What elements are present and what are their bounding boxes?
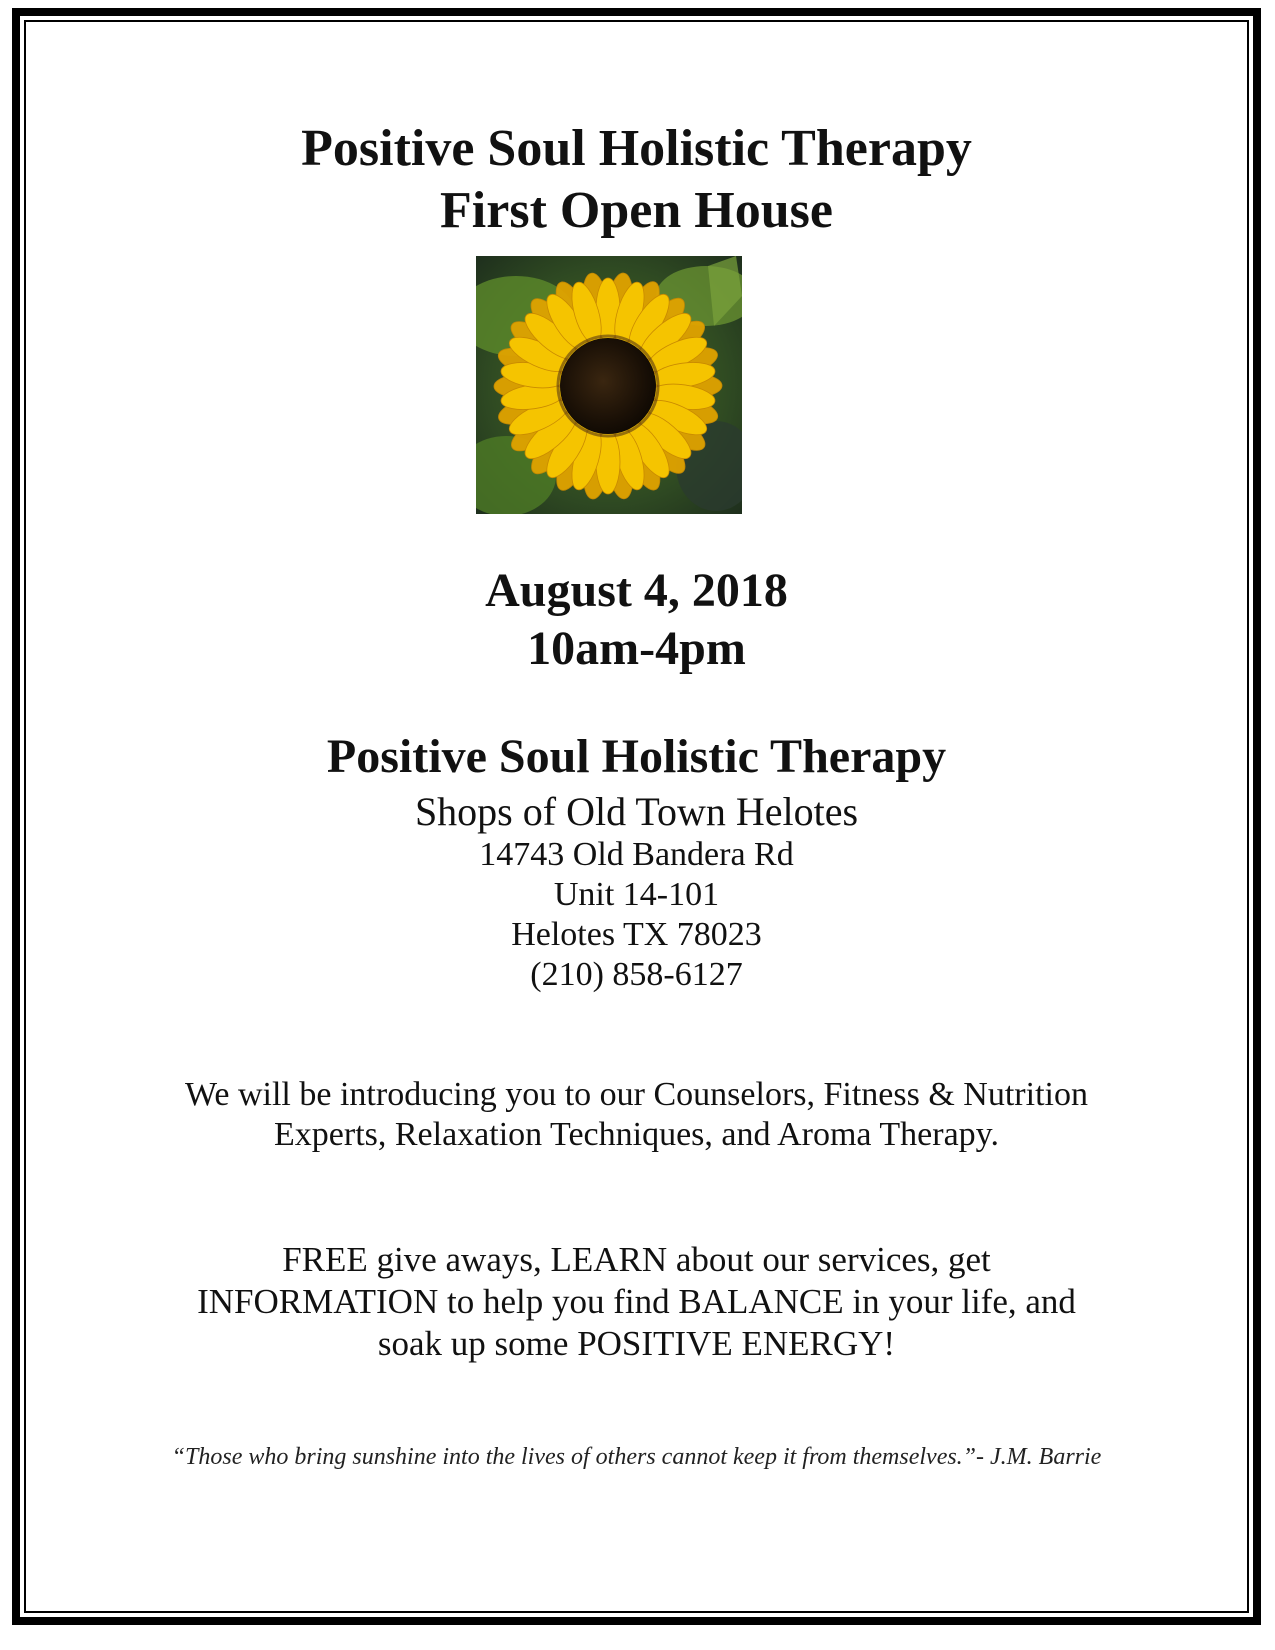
- location-name: Shops of Old Town Helotes: [414, 789, 859, 834]
- address-street: 14743 Old Bandera Rd: [479, 836, 794, 873]
- quote: “Those who bring sunshine into the lives of others cannot keep it from themselves.”- J.M. Barrie: [171, 1444, 1102, 1470]
- flyer-title: Positive Soul Holistic Therapy: [301, 120, 972, 177]
- address-city: Helotes TX 78023: [511, 916, 762, 953]
- phone-number: (210) 858-6127: [530, 956, 743, 993]
- intro-text-line: Experts, Relaxation Techniques, and Aroma Therapy.: [274, 1116, 999, 1153]
- promo-text-line: soak up some POSITIVE ENERGY!: [377, 1324, 896, 1363]
- event-date: August 4, 2018: [485, 564, 788, 617]
- sunflower-photo: [476, 256, 742, 514]
- address-unit: Unit 14-101: [553, 876, 720, 913]
- business-name: Positive Soul Holistic Therapy: [326, 730, 947, 783]
- promo-text-line: FREE give aways, LEARN about our services, get: [282, 1240, 991, 1279]
- intro-text-line: We will be introducing you to our Counselors, Fitness & Nutrition: [185, 1076, 1088, 1113]
- flyer-subtitle: First Open House: [440, 182, 833, 239]
- event-time: 10am-4pm: [527, 622, 746, 675]
- sunflower-icon: [476, 256, 742, 514]
- promo-text-line: INFORMATION to help you find BALANCE in your life, and: [197, 1282, 1076, 1321]
